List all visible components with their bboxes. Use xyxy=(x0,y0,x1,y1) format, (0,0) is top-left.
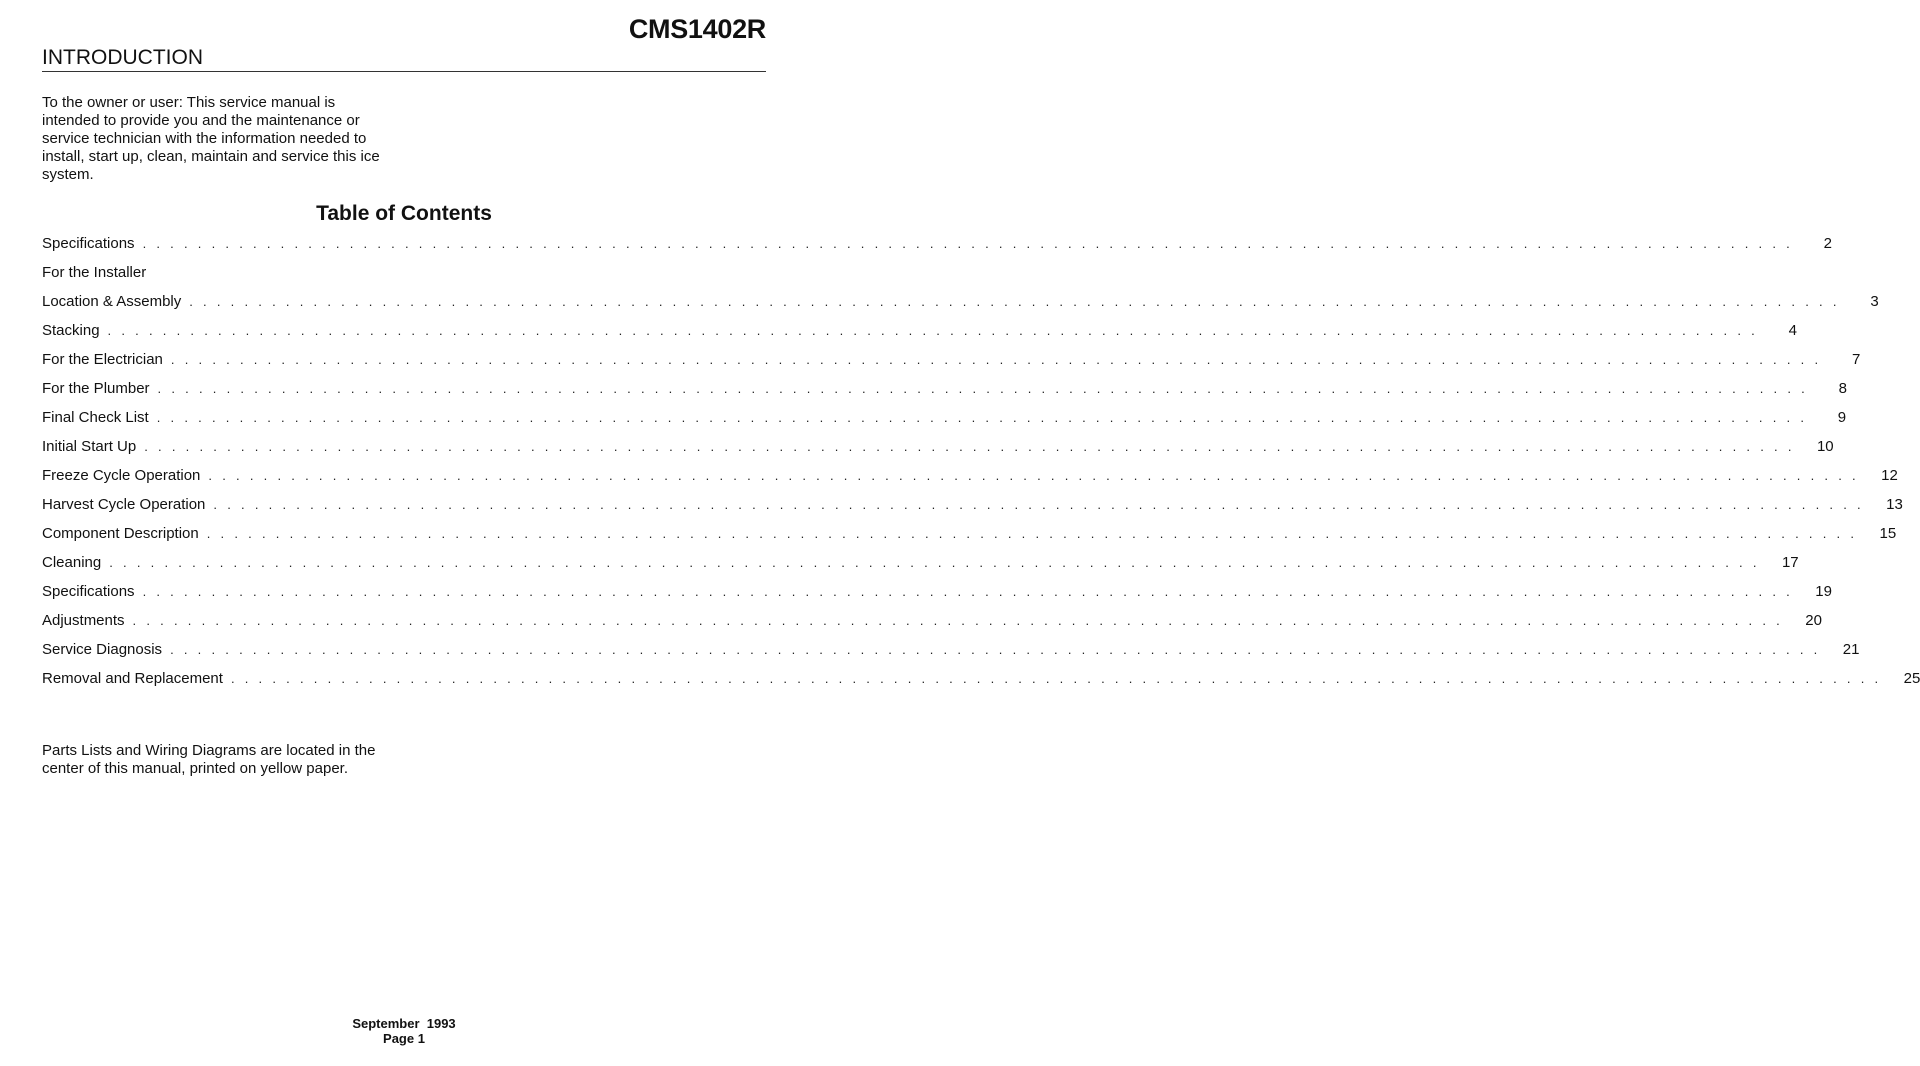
intro-paragraph: To the owner or user: This service manual is intended to provide you and the maintenance or service technician with the information needed to install, start up, clean, maintain and service this ice system. xyxy=(42,94,380,183)
toc-entry-label: Component Description xyxy=(42,525,199,542)
toc-dot-leader: ........................................................................................................................ xyxy=(144,439,1802,454)
toc-entry-page: 9 xyxy=(1837,409,1847,426)
toc-entry xyxy=(42,322,1797,351)
toc-entry xyxy=(42,380,1847,409)
toc-entry xyxy=(42,467,1898,496)
toc-entry xyxy=(42,641,1860,670)
toc-entry-page: 13 xyxy=(1886,496,1903,513)
toc-entry xyxy=(42,351,1861,380)
toc-entry xyxy=(42,612,1822,641)
toc-dot-leader: ........................................................................................................................ xyxy=(170,352,1829,367)
toc-entry xyxy=(42,583,1832,612)
toc-dot-leader: ........................................................................................................................ xyxy=(230,671,1889,686)
toc-entry-page: 4 xyxy=(1788,322,1797,339)
toc-entry-page: 17 xyxy=(1781,554,1799,571)
toc-entry-page: 15 xyxy=(1879,525,1897,542)
footer-date: September 1993 xyxy=(352,1016,456,1031)
parts-note: Parts Lists and Wiring Diagrams are located in the center of this manual, printed on yellow paper. xyxy=(42,742,376,777)
toc-entry-label: Specifications xyxy=(42,583,135,600)
toc-title: Table of Contents xyxy=(316,202,492,225)
toc-dot-leader: ........................................................................................................................ xyxy=(157,381,1815,396)
toc-entry-page: 10 xyxy=(1816,438,1834,455)
toc-entry-label: Harvest Cycle Operation xyxy=(42,496,206,513)
toc-dot-leader: ........................................................................................................................ xyxy=(213,497,1871,512)
toc-dot-leader: ........................................................................................................................ xyxy=(107,323,1765,338)
toc-entry xyxy=(42,554,1799,583)
toc-entry xyxy=(42,264,766,293)
toc-dot-leader: ........................................................................................................................ xyxy=(142,236,1800,251)
page-footer xyxy=(0,1016,808,1046)
toc-entry-page: 20 xyxy=(1805,612,1822,629)
toc-entry-label: Location & Assembly xyxy=(42,293,182,310)
toc-entry-label: Specifications xyxy=(42,235,135,252)
toc-entry-page: 3 xyxy=(1870,293,1879,310)
toc-dot-leader: ........................................................................................................................ xyxy=(109,555,1767,570)
toc-entry-label: Adjustments xyxy=(42,612,125,629)
toc-entry-label: For the Installer xyxy=(42,264,147,281)
section-title: INTRODUCTION xyxy=(42,46,203,69)
toc-dot-leader: ........................................................................................................................ xyxy=(132,613,1790,628)
toc-entry-page: 2 xyxy=(1823,235,1832,252)
toc-dot-leader: ........................................................................................................................ xyxy=(189,294,1847,309)
toc-entry xyxy=(42,525,1897,554)
model-number: CMS1402R xyxy=(628,14,766,44)
toc-entry-page: 12 xyxy=(1881,467,1898,484)
toc-entry xyxy=(42,438,1834,467)
toc-entry xyxy=(42,235,1832,264)
toc-entry-page: 7 xyxy=(1851,351,1861,368)
toc-dot-leader: ........................................................................................................................ xyxy=(156,410,1815,425)
toc-entry-label: Freeze Cycle Operation xyxy=(42,467,201,484)
toc-entry xyxy=(42,670,1920,699)
toc-entry-label: Stacking xyxy=(42,322,100,339)
toc-entry-label: Service Diagnosis xyxy=(42,641,163,658)
toc-entry-label: Removal and Replacement xyxy=(42,670,223,687)
toc-dot-leader: ........................................................................................................................ xyxy=(208,468,1866,483)
toc-entry xyxy=(42,293,1879,322)
toc-entry-label: For the Plumber xyxy=(42,380,150,397)
toc-entry-label: Initial Start Up xyxy=(42,438,137,455)
header-rule xyxy=(42,71,766,72)
toc-entry-page: 8 xyxy=(1838,380,1847,397)
footer-page-number: Page 1 xyxy=(383,1031,425,1046)
toc-entry-page: 21 xyxy=(1842,641,1860,658)
toc-dot-leader: ........................................................................................................................ xyxy=(170,642,1828,657)
toc-entry-label: Final Check List xyxy=(42,409,149,426)
toc-entry-page: 19 xyxy=(1815,583,1832,600)
toc-entry-label: Cleaning xyxy=(42,554,102,571)
toc-dot-leader: ........................................................................................................................ xyxy=(142,584,1800,599)
toc-entry-label: For the Electrician xyxy=(42,351,163,368)
toc-entry-page: 25 xyxy=(1903,670,1920,687)
toc-entry xyxy=(42,496,1903,525)
table-of-contents xyxy=(42,235,1920,699)
toc-dot-leader: ........................................................................................................................ xyxy=(206,526,1865,541)
toc-entry xyxy=(42,409,1847,438)
